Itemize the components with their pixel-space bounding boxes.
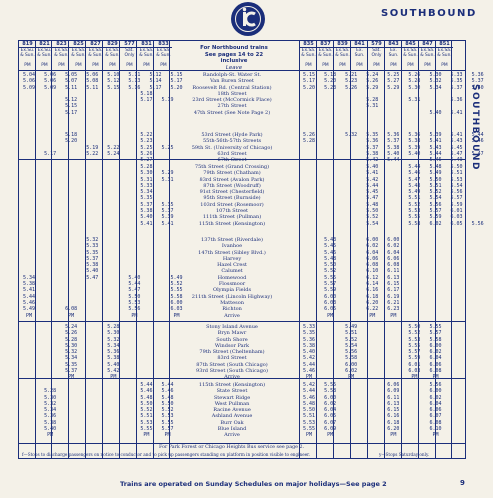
- train-ampm: PM: [390, 63, 397, 68]
- train-header: [36, 42, 53, 68]
- train-ampm: PM: [160, 63, 167, 68]
- train-days: Ex.Sa. & Sun.: [402, 47, 419, 63]
- left-times-block4: 5.32 5.33 5.35 5.37 5.38 5.40 5.34 5.47 5.40 5.49 5.38 5.44 5.52 5.41 5.47 5.55 5.44 5.50 5.58 5.46 5.53 6.00 5.49 6.08 5.56 6.03 PM PM PM PM: [23, 237, 183, 319]
- train-days: Ex.Su. & Sun.: [36, 47, 53, 63]
- train-days: Ex. Sun.: [385, 47, 402, 63]
- right-times-mid: 5.26 5.32 5.35 5.36 5.36 5.39 5.41 5.44 5.28 5.36 5.37 5.38 5.41 5.43 5.46 5.37 5.38 5.39 5.43 5.45 5.38 5.40 5.40 5.44 5.47 5.47 5.42 5.44 5.46 5.49: [303, 132, 484, 164]
- train-number: 577: [124, 41, 135, 47]
- ic-logo-icon: [231, 2, 265, 36]
- train-header: [121, 42, 138, 68]
- page-number: 9: [460, 479, 465, 487]
- y-stop-note: y—Stops Saturday only.: [379, 452, 430, 457]
- train-days: Sat. Only: [121, 47, 138, 63]
- train-number: 839: [337, 41, 348, 47]
- train-ampm: PM: [407, 63, 414, 68]
- train-ampm: PM: [305, 63, 312, 68]
- train-header: [436, 42, 453, 68]
- train-days: Ex.Sa. & Sun.: [138, 47, 155, 63]
- train-header: [385, 42, 402, 68]
- train-ampm: PM: [322, 63, 329, 68]
- train-ampm: PM: [92, 63, 99, 68]
- train-number: 847: [422, 41, 433, 47]
- stations-block-4: 137th Street (Riverdale) Ivanhoe 147th Street (Sibley Blvd.) Harvey Hazel Crest Calumet Homewood Flossmoor Olympia Fields 211th Street (Lincoln Highway) Matteson Richton Arrive: [191, 237, 273, 319]
- train-number: 579: [371, 41, 382, 47]
- train-days: Ex.Sa. & Sun.: [87, 47, 104, 63]
- train-number: 825: [73, 41, 84, 47]
- train-days: Ex.Sa. & Sun.: [300, 47, 317, 63]
- train-header: [19, 42, 36, 68]
- right-times-top: 5.15 5.18 5.21 5.24 5.25 5.26 5.30 5.33 5.36 5.17 5.20 5.23 5.26 5.27 5.28 5.32 5.35 5.37 5.20 5.23 5.26 5.29 5.29 5.30 5.34 5.37 5.40 5.28 5.31 5.36 5.31 5.40 5.41: [303, 72, 484, 116]
- train-number: 823: [56, 41, 67, 47]
- stations-block-6: 115th Street (Kensington) State Street Stewart Ridge West Pullman Racine Avenue Ashland Avenue Burr Oak Blue Island Arrive: [198, 382, 266, 439]
- f-stop-note: f—Stops to discharge passengers on notice to conductor and to pick up passengers standing on platform in position visible to engineer.: [22, 452, 311, 457]
- train-number: 843: [388, 41, 399, 47]
- train-ampm: PM: [339, 63, 346, 68]
- train-header: [402, 42, 419, 68]
- train-number: 819: [22, 41, 33, 47]
- left-times-block3: 5.28 5.30 5.29 5.31 5.31 5.33 5.34 5.35 5.37 5.35 5.38 5.37 5.40 5.39 5.41 5.41: [140, 164, 174, 227]
- train-days: Ex.Sa. & Sun.: [155, 47, 172, 63]
- train-days: Sat. Only: [368, 47, 385, 63]
- train-ampm: PM: [126, 63, 133, 68]
- train-days: Ex.Sa. & Sun.: [436, 47, 453, 63]
- train-days: Ex.Sa. & Sun.: [419, 47, 436, 63]
- train-number: 845: [405, 41, 416, 47]
- train-number: 829: [107, 41, 118, 47]
- direction-heading: SOUTHBOUND: [381, 8, 477, 19]
- right-times-block4: 5.43 6.00 6.00 5.45 6.02 6.02 5.46 6.04 6.04 5.48 6.06 6.06 5.50 6.08 6.08 5.52 6.10 6.11 5.55 6.12 6.13 5.57 6.14 6.15 5.59 6.16 6.17 6.00 6.18 6.19 6.03 6.20 6.21 6.05 6.22 6.23 PM PM PM: [324, 237, 400, 319]
- train-number: 833: [158, 41, 169, 47]
- train-ampm: PM: [373, 63, 380, 68]
- train-ampm: PM: [441, 63, 448, 68]
- train-days: Ex.Sa. & Sun.: [70, 47, 87, 63]
- left-times-mid: 5.18 5.22 5.20 5.23 5.19 5.22 5.25 5.25 5.17 5.22 5.24 5.26 5.27: [44, 132, 174, 164]
- illinois-central-logo: [231, 2, 265, 36]
- left-times-block5: 5.24 5.28 5.26 5.30 5.28 5.32 5.30 5.34 5.32 5.36 5.34 5.38 5.35 5.40 5.37 5.42 PM PM: [65, 324, 120, 381]
- train-days: Ex.Sa. & Sun.: [317, 47, 334, 63]
- train-header: [317, 42, 334, 68]
- northbound-note: For Northbound trains: [200, 45, 268, 51]
- train-header: [87, 42, 104, 68]
- right-times-block6: 5.42 5.55 6.06 5.56 5.44 5.58 6.09 6.00 5.46 6.00 6.11 6.02 5.48 6.02 6.13 6.04 5.50 6.04 6.15 6.06 5.51 6.05 6.16 6.07 5.53 6.07 6.18 6.08 5.55 6.09 6.20 6.10 PM PM PM PM: [303, 382, 442, 439]
- leave-label: Leave: [225, 64, 243, 71]
- right-times-block3: 5.40 5.44 5.48 5.50 5.41 5.46 5.49 5.51 5.42 5.47 5.50 5.53 5.44 5.48 5.51 5.54 5.45 5.49 5.52 5.56 5.47 5.51 5.54 5.57 5.48 5.52 5.56 5.59 5.50 5.53 5.57 6.01 5.52 5.55 5.59 6.03 5.54 5.58 6.02 6.05 5.56: [366, 164, 484, 227]
- train-ampm: PM: [424, 63, 431, 68]
- train-days: Ex. Sun.: [351, 47, 368, 63]
- footer-rule: [19, 443, 465, 444]
- train-ampm: PM: [356, 63, 363, 68]
- train-ampm: PM: [24, 63, 31, 68]
- train-header: [53, 42, 70, 68]
- train-number: 835: [303, 41, 314, 47]
- train-number: 821: [39, 41, 50, 47]
- train-header: [368, 42, 385, 68]
- train-days: Ex.Sa. & Sun.: [53, 47, 70, 63]
- stations-block-1: Randolph-St. Water St. Van Buren Street Roosevelt Rd. (Central Station) 18th Street 23rd Street (McCormick Place) 27th Street 47th Street (See Note Page 2): [192, 72, 272, 116]
- train-ampm: PM: [58, 63, 65, 68]
- train-number: 851: [439, 41, 450, 47]
- train-header: [419, 42, 436, 68]
- train-number: 827: [90, 41, 101, 47]
- stations-block-3: 75th Street (Grand Crossing) 79th Street (Chatham) 83rd Street (Avalon Park) 87th Street (Woodruff) 91st Street (Chesterfield) 95th Street (Burnside) 103rd Street (Rosemoor) 107th Street 111th Street (Pullman) 115th Street (Kensington): [194, 164, 270, 227]
- train-number: 831: [141, 41, 152, 47]
- train-days: Ex.Su. & Sun.: [19, 47, 36, 63]
- inclusive-note: inclusive: [220, 58, 248, 64]
- pages-note: See pages 14 to 22: [204, 51, 264, 58]
- stations-block-5: Stony Island Avenue Bryn Mawr South Shore Windsor Park 79th Street (Cheltenham) 83rd Street 87th Street (South Chicago) 93rd Street (South Chicago) Arrive: [196, 324, 268, 381]
- train-days: Ex.Sa. & Sun.: [104, 47, 121, 63]
- train-header: [300, 42, 317, 68]
- train-number: 841: [354, 41, 365, 47]
- left-times-top: 5.04 5.06 5.05 5.06 5.10 5.11 5.12 5.15 5.06 5.06 5.07 5.08 5.12 5.13 5.14 5.17 5.09 5.09 5.11 5.11 5.15 5.16 5.17 5.20 5.18 5.12 5.17 5.19 5.15 5.17: [23, 72, 183, 116]
- park-forest-note: For Park Forest or Chicago Heights Bus service see page 2.: [159, 445, 305, 450]
- stations-block-2: 53rd Street (Hyde Park) 55th-56th-57th Streets 59th St. (University of Chicago) 63rd Street 67th Street: [191, 132, 273, 164]
- train-ampm: PM: [109, 63, 116, 68]
- train-days: Ex.Sa. & Sun.: [334, 47, 351, 63]
- train-ampm: PM: [41, 63, 48, 68]
- train-header: [70, 42, 87, 68]
- side-label: SOUTHBOUND: [470, 84, 480, 171]
- train-header: [104, 42, 121, 68]
- train-number: 837: [320, 41, 331, 47]
- right-times-block5: 5.33 5.49 5.50 5.55 5.35 5.51 5.52 5.57 5.36 5.52 5.53 5.58 5.38 5.54 5.55 6.00 5.40 5.56 5.57 6.02 5.42 5.58 5.59 6.04 5.44 6.00 6.01 6.06 5.46 6.02 6.03 6.08 PM PM PM PM: [303, 324, 442, 381]
- section-rule: [19, 321, 465, 322]
- holiday-note: Trains are operated on Sunday Schedules on major holidays—See page 2: [120, 480, 387, 488]
- left-times-block6: 5.44 5.44 5.28 5.46 5.46 5.30 5.48 5.48 5.32 5.50 5.50 5.34 5.52 5.52 5.36 5.51 5.53 5.38 5.53 5.55 5.40 5.55 5.57 PM PM PM: [44, 382, 174, 439]
- train-ampm: PM: [75, 63, 82, 68]
- train-header: [138, 42, 155, 68]
- train-header: [351, 42, 368, 68]
- train-header: [155, 42, 172, 68]
- train-ampm: PM: [143, 63, 150, 68]
- train-header: [334, 42, 351, 68]
